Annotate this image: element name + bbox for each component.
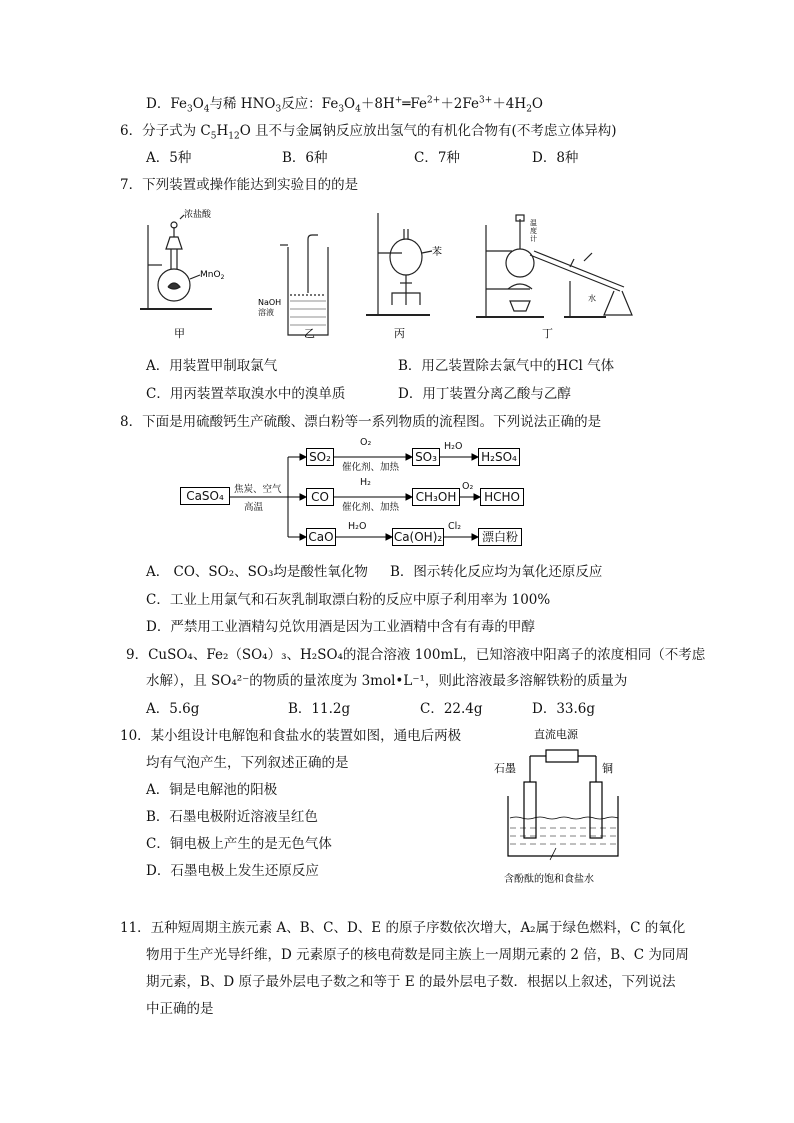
flow-cond-top: 焦炭、空气 <box>234 484 282 495</box>
q6-option-b: B．6种 <box>282 150 328 166</box>
flow-r2-cond1b: 催化剂、加热 <box>342 502 400 513</box>
q8-stem: 8．下面是用硫酸钙生产硫酸、漂白粉等一系列物质的流程图。下列说法正确的是 <box>120 414 602 430</box>
q10-option-a: A．铜是电解池的阳极 <box>146 782 278 798</box>
q8-option-c: C．工业上用氯气和石灰乳制取漂白粉的反应中原子利用率为 100% <box>146 592 551 608</box>
q7-label-naoh: NaOH <box>258 298 282 307</box>
q7-stem: 7．下列装置或操作能达到实验目的的是 <box>120 177 359 193</box>
q10-stem-line2: 均有气泡产生，下列叙述正确的是 <box>146 755 349 771</box>
q6-stem: 6．分子式为 $C_5H_{12}O$ 且不与金属钠反应放出氢气的有机化合物有(不考虑立体异构) <box>120 123 617 142</box>
q11-stem-line1: 11．五种短周期主族元素 A、B、C、D、E 的原子序数依次增大，A₂属于绿色燃料，C 的氧化 <box>120 920 686 936</box>
q7-caption-yi: 乙 <box>304 327 315 340</box>
q10-option-b: B．石墨电极附近溶液呈红色 <box>146 809 318 825</box>
q7-option-a: A．用装置甲制取氯气 <box>146 358 278 374</box>
flow-co: CO <box>306 488 334 506</box>
q8-flowchart <box>180 437 540 545</box>
flow-r2-cond1a: H₂ <box>360 477 371 488</box>
q10-option-c: C．铜电极上产生的是无色气体 <box>146 836 332 852</box>
q8-option-b: B．图示转化反应均为氧化还原反应 <box>390 564 603 580</box>
q6-option-a: A．5种 <box>146 150 192 166</box>
q7-caption-bing: 丙 <box>394 327 405 340</box>
q7-label-thermo3: 计 <box>530 235 537 243</box>
q7-label-benzene: 苯 <box>432 247 442 258</box>
q7-label-thermo2: 度 <box>530 227 537 235</box>
q10-label-graphite: 石墨 <box>494 762 516 775</box>
q11-stem-line4: 中正确的是 <box>146 1001 214 1017</box>
q9-option-c: C．22.4g <box>420 701 483 717</box>
flow-bleach: 漂白粉 <box>478 528 522 546</box>
q7-option-d: D．用丁装置分离乙酸与乙醇 <box>398 386 571 402</box>
flow-caso4: CaSO₄ <box>180 487 230 505</box>
q10-stem-line1: 10．某小组设计电解饱和食盐水的装置如图，通电后两极 <box>120 728 462 744</box>
flow-ch3oh: CH₃OH <box>412 488 460 506</box>
q7-apparatus-figure <box>140 205 640 345</box>
q10-option-d: D．石墨电极上发生还原反应 <box>146 863 319 879</box>
q9-option-a: A．5.6g <box>146 701 200 717</box>
q7-label-thermo1: 温 <box>530 219 537 227</box>
flow-caoh2: Ca(OH)₂ <box>393 530 443 544</box>
q5-option-d: D．$Fe_3O_4$与稀 $HNO_3$反应：$Fe_3O_4+8H^+═Fe^{2+}+2Fe^{3+}+4H_2O$ <box>146 95 543 115</box>
q7-label-water: 水 <box>588 294 596 303</box>
q9-stem-line2: 水解），且 SO₄²⁻的物质的量浓度为 3mol•L⁻¹，则此溶液最多溶解铁粉的质量为 <box>146 673 628 689</box>
q8-option-a: A． CO、SO₂、SO₃均是酸性氧化物 <box>146 564 368 580</box>
q7-label-hcl: 浓盐酸 <box>184 210 212 220</box>
q7-option-c: C．用丙装置萃取溴水中的溴单质 <box>146 386 346 402</box>
flow-cao: CaO <box>306 528 336 546</box>
flow-h2so4: H₂SO₄ <box>478 448 520 466</box>
q7-label-solution: 溶液 <box>258 308 274 317</box>
flow-r3-cond1: H₂O <box>348 521 367 532</box>
q10-electrolysis-figure <box>490 722 640 892</box>
flow-r2-cond2: O₂ <box>462 481 474 492</box>
q7-option-b: B．用乙装置除去氯气中的HCl 气体 <box>398 358 615 374</box>
q9-option-d: D．33.6g <box>532 701 596 717</box>
flow-r1-cond2: H₂O <box>444 441 463 452</box>
flow-r1-cond1a: O₂ <box>360 437 372 448</box>
q7-label-mno2: MnO$_2$ <box>200 270 225 281</box>
q7-caption-ding: 丁 <box>542 327 553 340</box>
q10-label-copper: 铜 <box>602 762 613 775</box>
q6-option-d: D．8种 <box>532 150 579 166</box>
q8-option-d: D．严禁用工业酒精勾兑饮用酒是因为工业酒精中含有有毒的甲醇 <box>146 619 535 635</box>
q11-stem-line2: 物用于生产光导纤维，D 元素原子的核电荷数是同主族上一周期元素的 2 倍，B、C 为同周 <box>146 947 689 963</box>
q9-stem-line1: 9．CuSO₄、Fe₂（SO₄）₃、H₂SO₄的混合溶液 100mL，已知溶液中阳离子的浓度相同（不考虑 <box>126 647 706 663</box>
q7-caption-jia: 甲 <box>174 327 185 340</box>
flow-r3-cond2: Cl₂ <box>448 521 462 532</box>
flow-hcho: HCHO <box>480 488 524 506</box>
q10-label-solution: 含酚酞的饱和食盐水 <box>504 874 594 885</box>
flow-cond-bot: 高温 <box>244 502 264 513</box>
q6-option-c: C．7种 <box>414 150 460 166</box>
q11-stem-line3: 期元素，B、D 原子最外层电子数之和等于 E 的最外层电子数．根据以上叙述，下列说法 <box>146 974 676 990</box>
q9-option-b: B．11.2g <box>288 701 351 717</box>
flow-so2: SO₂ <box>306 448 334 466</box>
flow-so3: SO₃ <box>412 448 440 466</box>
flow-r1-cond1b: 催化剂、加热 <box>342 462 400 473</box>
q10-label-power: 直流电源 <box>534 728 578 741</box>
